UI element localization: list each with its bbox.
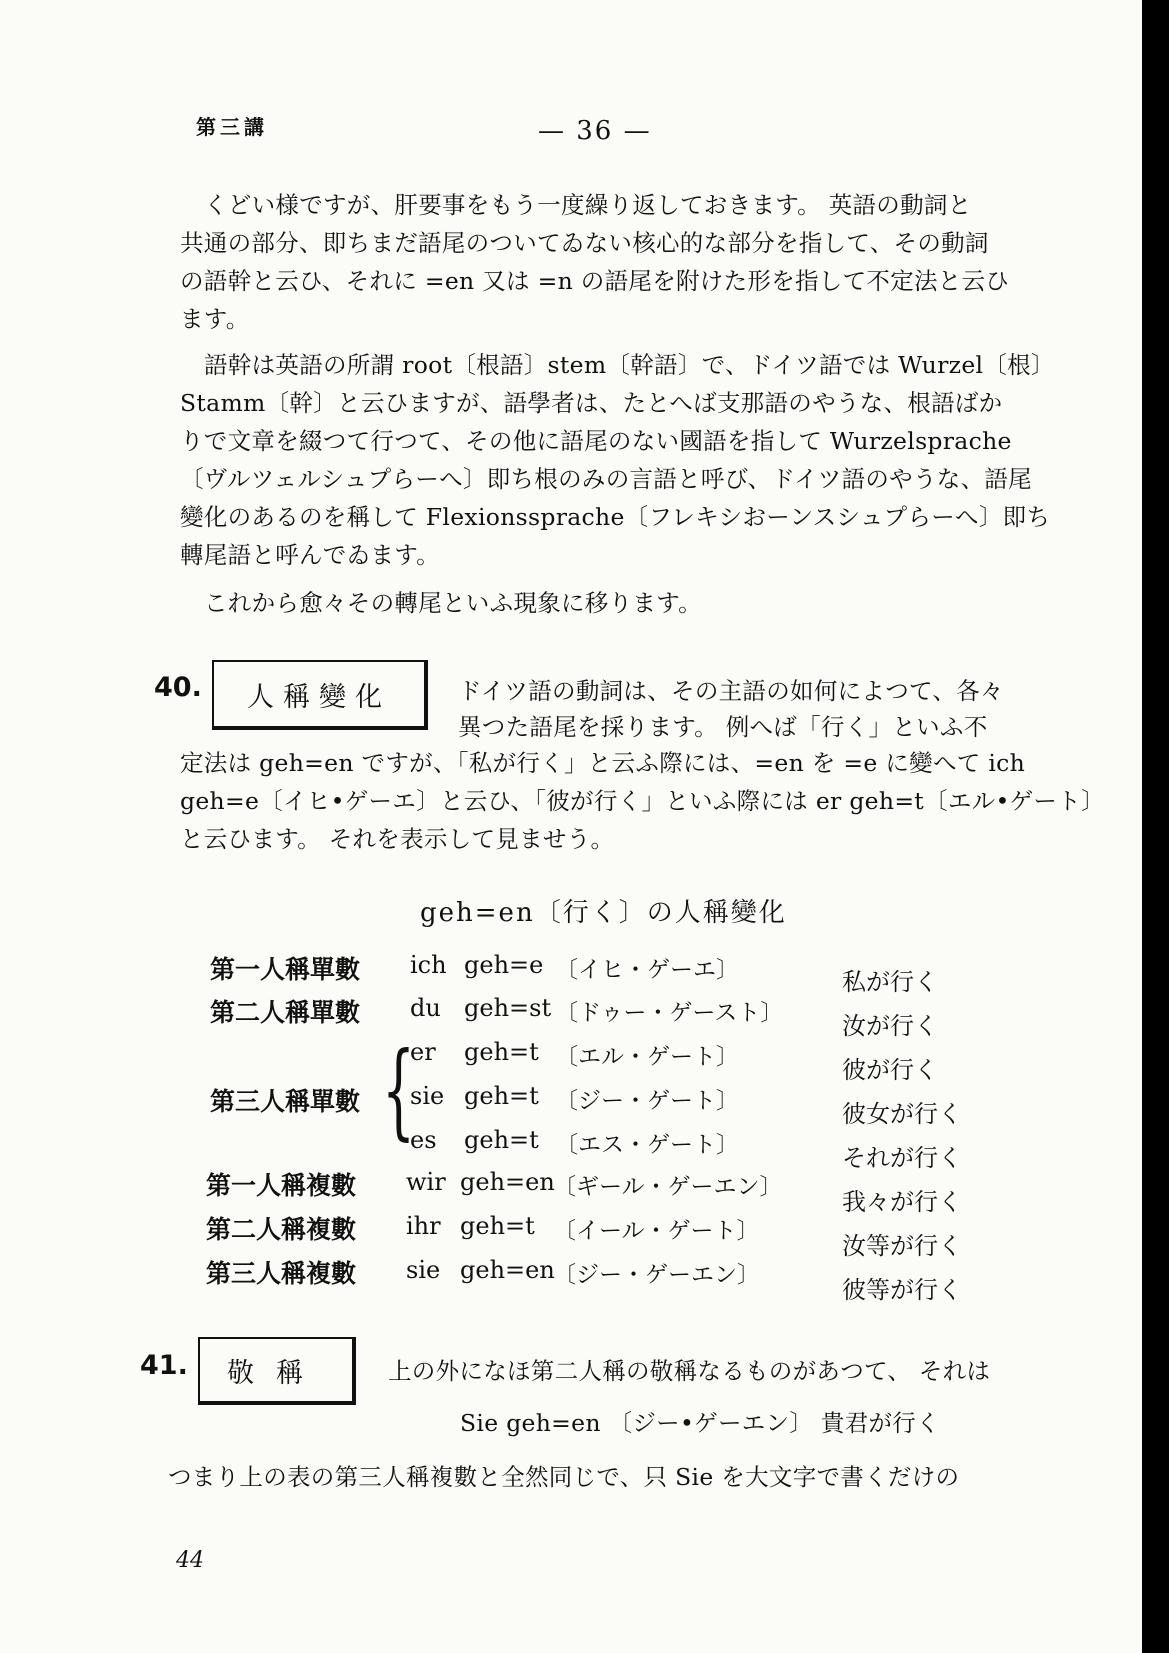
paragraph-line: 〔ヴルツェルシュプらーへ〕即ち根のみの言語と呼び、ドイツ語のやうな、語尾 [180, 465, 1032, 493]
paragraph-line: りで文章を綴つて行つて、その他に語尾のない國語を指して Wurzelsprache [180, 427, 1012, 455]
table-row-kana: 〔イール・ゲート〕 [553, 1218, 760, 1244]
table-row-label: 第二人稱單數 [210, 998, 361, 1027]
paragraph-line: の語幹と云ひ、それに =en 又は =n の語尾を附けた形を指して不定法と云ひ [180, 267, 1010, 295]
table-row-pronoun: sie [410, 1082, 445, 1110]
paragraph-line: 語幹は英語の所謂 root〔根語〕stem〔幹語〕で、ドイツ語では Wurzel〔根〕 [204, 351, 1055, 379]
table-row-label: 第一人稱單數 [210, 955, 361, 984]
table-row-verb: geh=e [464, 951, 544, 979]
table-row-pronoun: du [410, 994, 441, 1022]
table-row-label: 第三人稱複數 [206, 1259, 357, 1288]
table-row-kana: 〔ギール・ゲーエン〕 [553, 1174, 783, 1200]
paragraph-line: 共通の部分、即ちまだ語尾のついてゐない核心的な部分を指して、その動詞 [180, 229, 989, 257]
table-row-meaning: 私が行く [842, 968, 938, 996]
footer-page-number: 44 [176, 1548, 204, 1573]
table-row-verb: geh=t [460, 1212, 535, 1240]
section-title: 敬稱 [227, 1357, 325, 1389]
table-row-meaning: 彼が行く [842, 1056, 938, 1084]
section-title-box [212, 660, 428, 730]
scan-edge [1142, 0, 1169, 1653]
section-line: ドイツ語の動詞は、その主語の如何によつて、各々 [458, 677, 1004, 705]
paragraph-line: 變化のあるのを稱して Flexionssprache〔フレキシおーンスシュプらーへ〕即ち [180, 503, 1051, 531]
table-row-kana: 〔ジー・ゲーエン〕 [553, 1262, 760, 1288]
table-row-pronoun: es [410, 1126, 437, 1154]
section-line: と云ひます。 それを表示して見ませう。 [180, 825, 615, 853]
section-line: geh=e〔イヒ•ゲーエ〕と云ひ、「彼が行く」といふ際には er geh=t〔エル•ゲート〕 [180, 787, 1105, 815]
table-row-verb: geh=t [464, 1082, 539, 1110]
table-row-label: 第一人稱複數 [206, 1171, 357, 1200]
paragraph-line: ます。 [180, 305, 250, 333]
table-row-kana: 〔ドゥー・ゲースト〕 [555, 1000, 784, 1026]
section-line: Sie geh=en 〔ジー•ゲーエン〕 貴君が行く [460, 1409, 940, 1437]
table-row-verb: geh=t [464, 1126, 539, 1154]
table-row-kana: 〔エス・ゲート〕 [555, 1132, 739, 1158]
table-row-kana: 〔ジー・ゲート〕 [555, 1088, 739, 1114]
table-row-meaning: 我々が行く [842, 1188, 962, 1216]
brace-glyph: { [382, 1029, 416, 1151]
table-row-meaning: 彼等が行く [842, 1276, 962, 1304]
table-row-verb: geh=en [460, 1256, 555, 1284]
table-row-label: 第三人稱單數 [210, 1087, 361, 1116]
table-row-meaning: 汝が行く [842, 1012, 938, 1040]
section-title-box [198, 1337, 356, 1405]
table-row-pronoun: sie [406, 1256, 441, 1284]
section-number: 41. [140, 1350, 188, 1381]
paragraph-line: くどい様ですが、肝要事をもう一度繰り返しておきます。 英語の動詞と [204, 191, 972, 219]
table-row-pronoun: ich [410, 951, 447, 979]
table-row-meaning: それが行く [842, 1144, 962, 1172]
table-row-meaning: 彼女が行く [842, 1100, 962, 1128]
table-row-label: 第二人稱複數 [206, 1215, 357, 1244]
section-number: 40. [154, 672, 202, 703]
page-number: — 36 — [538, 116, 652, 146]
table-row-verb: geh=en [460, 1168, 555, 1196]
table-row-meaning: 汝等が行く [842, 1232, 962, 1260]
chapter-header: 第三講 [196, 115, 268, 139]
table-title: geh=en〔行く〕の人稱變化 [420, 898, 787, 928]
table-row-kana: 〔エル・ゲート〕 [555, 1044, 739, 1070]
paragraph-line: 轉尾語と呼んでゐます。 [180, 541, 440, 569]
section-title: 人稱變化 [247, 681, 391, 713]
section-line: 異つた語尾を採ります。 例へば「行く」といふ不 [458, 713, 988, 741]
paragraph-line: Stamm〔幹〕と云ひますが、語學者は、たとへば支那語のやうな、根語ばか [180, 389, 1003, 417]
section-line: 上の外になほ第二人稱の敬稱なるものがあつて、 それは [388, 1357, 991, 1385]
table-row-pronoun: wir [406, 1168, 446, 1196]
table-row-pronoun: er [410, 1038, 436, 1066]
table-row-kana: 〔イヒ・ゲーエ〕 [555, 957, 739, 983]
table-row-pronoun: ihr [406, 1212, 441, 1240]
table-row-verb: geh=st [464, 994, 552, 1022]
section-line: つまり上の表の第三人稱複數と全然同じで、只 Sie を大文字で書くだけの [168, 1463, 960, 1491]
paragraph-line: これから愈々その轉尾といふ現象に移ります。 [204, 589, 702, 617]
table-row-verb: geh=t [464, 1038, 539, 1066]
section-line: 定法は geh=en ですが、「私が行く」と云ふ際には、=en を =e に變へて ich [180, 749, 1026, 777]
